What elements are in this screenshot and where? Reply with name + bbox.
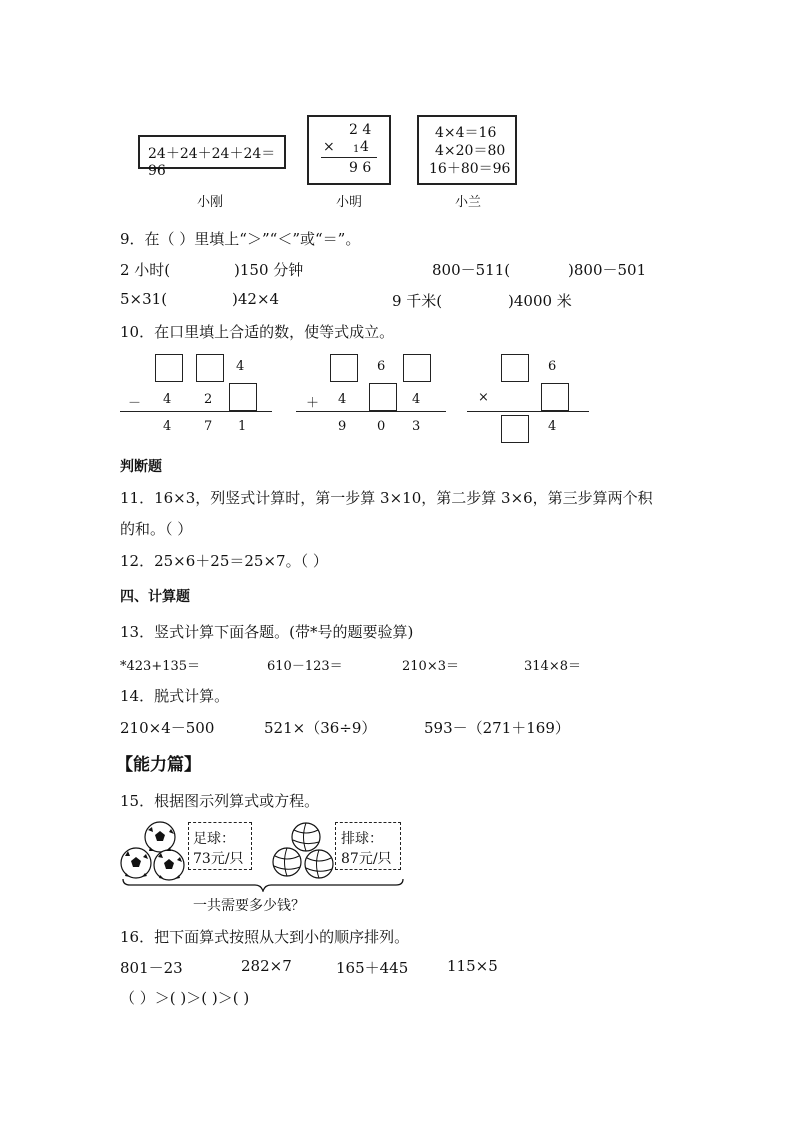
xiaogang-expr: 24＋24＋24＋24＝96 [148,146,276,179]
q16-item-1: 801－23 [120,959,183,977]
brace-icon [122,878,404,892]
q9-title: 9．在（ ）里填上“＞”“＜”或“＝”。 [120,230,361,248]
xiaoming-rule [321,157,377,158]
section-calc: 四、计算题 [120,589,190,605]
soccer-price: 73元/只 [193,851,244,867]
q11-line2: 的和。（ ） [120,520,193,538]
q9-d-right: )4000 米 [508,292,572,310]
xiaoming-name: 小明 [336,195,363,210]
q13-item-1: *423+135＝ [120,659,201,674]
q10-p3-blank-multiplier[interactable] [541,383,569,411]
q10-p2-mid2: 4 [412,392,421,407]
xiaoming-line3: 9 6 [349,160,372,176]
q13-title: 13．竖式计算下面各题。(带*号的题要验算) [120,623,414,641]
volleyball-price: 87元/只 [341,851,392,867]
q10-p2-blank-hundreds[interactable] [330,354,358,382]
xiaoming-line2-num: 4 [360,139,369,155]
q10-p1-mid2: 2 [204,392,213,407]
q16-item-4: 115×5 [447,957,498,975]
q15-question: 一共需要多少钱？ [193,898,305,914]
section-ability: 【能力篇】 [116,755,201,775]
xiaolan-line2: 4×20＝80 [435,143,506,159]
xiaoming-line1: 2 4 [349,122,372,138]
soccer-label: 足球： [193,831,235,847]
q9-d-left: 9 千米( [392,292,443,310]
q9-b-right: )800－501 [568,261,647,279]
q12: 12．25×6＋25＝25×7。（ ） [120,552,328,570]
q9-a-right: )150 分钟 [234,261,304,279]
q10-p1-top-digit: 4 [236,359,245,374]
q16-item-2: 282×7 [241,957,292,975]
q10-p2-top-digit: 6 [377,359,386,374]
q9-a-left: 2 小时( [120,261,171,279]
q14-item-1: 210×4－500 [120,719,215,737]
q9-c-right: )42×4 [232,290,280,308]
xiaoming-op: × [323,139,335,155]
xiaolan-line3: 16＋80＝96 [429,161,511,177]
xiaoming-box [307,115,391,185]
q10-p3-blank-tens[interactable] [501,354,529,382]
xiaolan-name: 小兰 [455,195,482,210]
q14-title: 14．脱式计算。 [120,687,230,705]
q13-item-2: 610－123＝ [267,659,343,674]
xiaoming-carry: 1 [353,144,360,155]
volleyball-label: 排球： [341,831,383,847]
q10-p1-blank-ones[interactable] [229,383,257,411]
q14-item-2: 521×（36÷9） [264,719,377,737]
q10-p1-blank-hundreds[interactable] [155,354,183,382]
q9-b-left: 800－511( [432,261,511,279]
section-judge: 判断题 [120,459,162,475]
q10-p2-r2: 0 [377,419,386,434]
q10-p3-blank-result-tens[interactable] [501,415,529,443]
q10-p3-rule [467,411,589,412]
q10-p1-r2: 7 [204,419,213,434]
soccer-balls-icon [120,820,190,886]
q10-p1-op: － [128,396,142,411]
q16-title: 16．把下面算式按照从大到小的顺序排列。 [120,928,410,946]
q15-title: 15．根据图示列算式或方程。 [120,792,320,810]
q14-item-3: 593－（271＋169） [424,719,570,737]
q10-p2-r1: 9 [338,419,347,434]
q10-p2-blank-tens[interactable] [369,383,397,411]
volleyballs-icon [271,820,337,882]
q10-p1-rule [120,411,272,412]
q13-item-4: 314×8＝ [524,659,581,674]
q16-order-line: （ ）＞( )＞( )＞( ) [120,989,250,1007]
q10-p1-blank-tens[interactable] [196,354,224,382]
q10-p1-r3: 1 [238,419,247,434]
q10-p1-r1: 4 [163,419,172,434]
q10-p2-r3: 3 [412,419,421,434]
xiaolan-line1: 4×4＝16 [435,125,497,141]
q10-p3-op: × [478,390,489,405]
xiaogang-name: 小刚 [197,195,224,210]
q10-p2-blank-ones[interactable] [403,354,431,382]
q13-item-3: 210×3＝ [402,659,459,674]
q9-c-left: 5×31( [120,290,168,308]
q11-line1: 11．16×3，列竖式计算时，第一步算 3×10，第二步算 3×6，第三步算两个积 [120,489,653,507]
q10-p3-r2: 4 [548,419,557,434]
q10-p1-mid1: 4 [163,392,172,407]
q10-title: 10．在口里填上合适的数，使等式成立。 [120,323,395,341]
q10-p2-op: ＋ [306,396,320,411]
xiaolan-box [417,115,517,185]
q16-item-3: 165＋445 [336,959,409,977]
q10-p2-mid1: 4 [338,392,347,407]
q10-p3-top-digit: 6 [548,359,557,374]
xiaogang-box [138,135,286,179]
q10-p2-rule [296,411,446,412]
